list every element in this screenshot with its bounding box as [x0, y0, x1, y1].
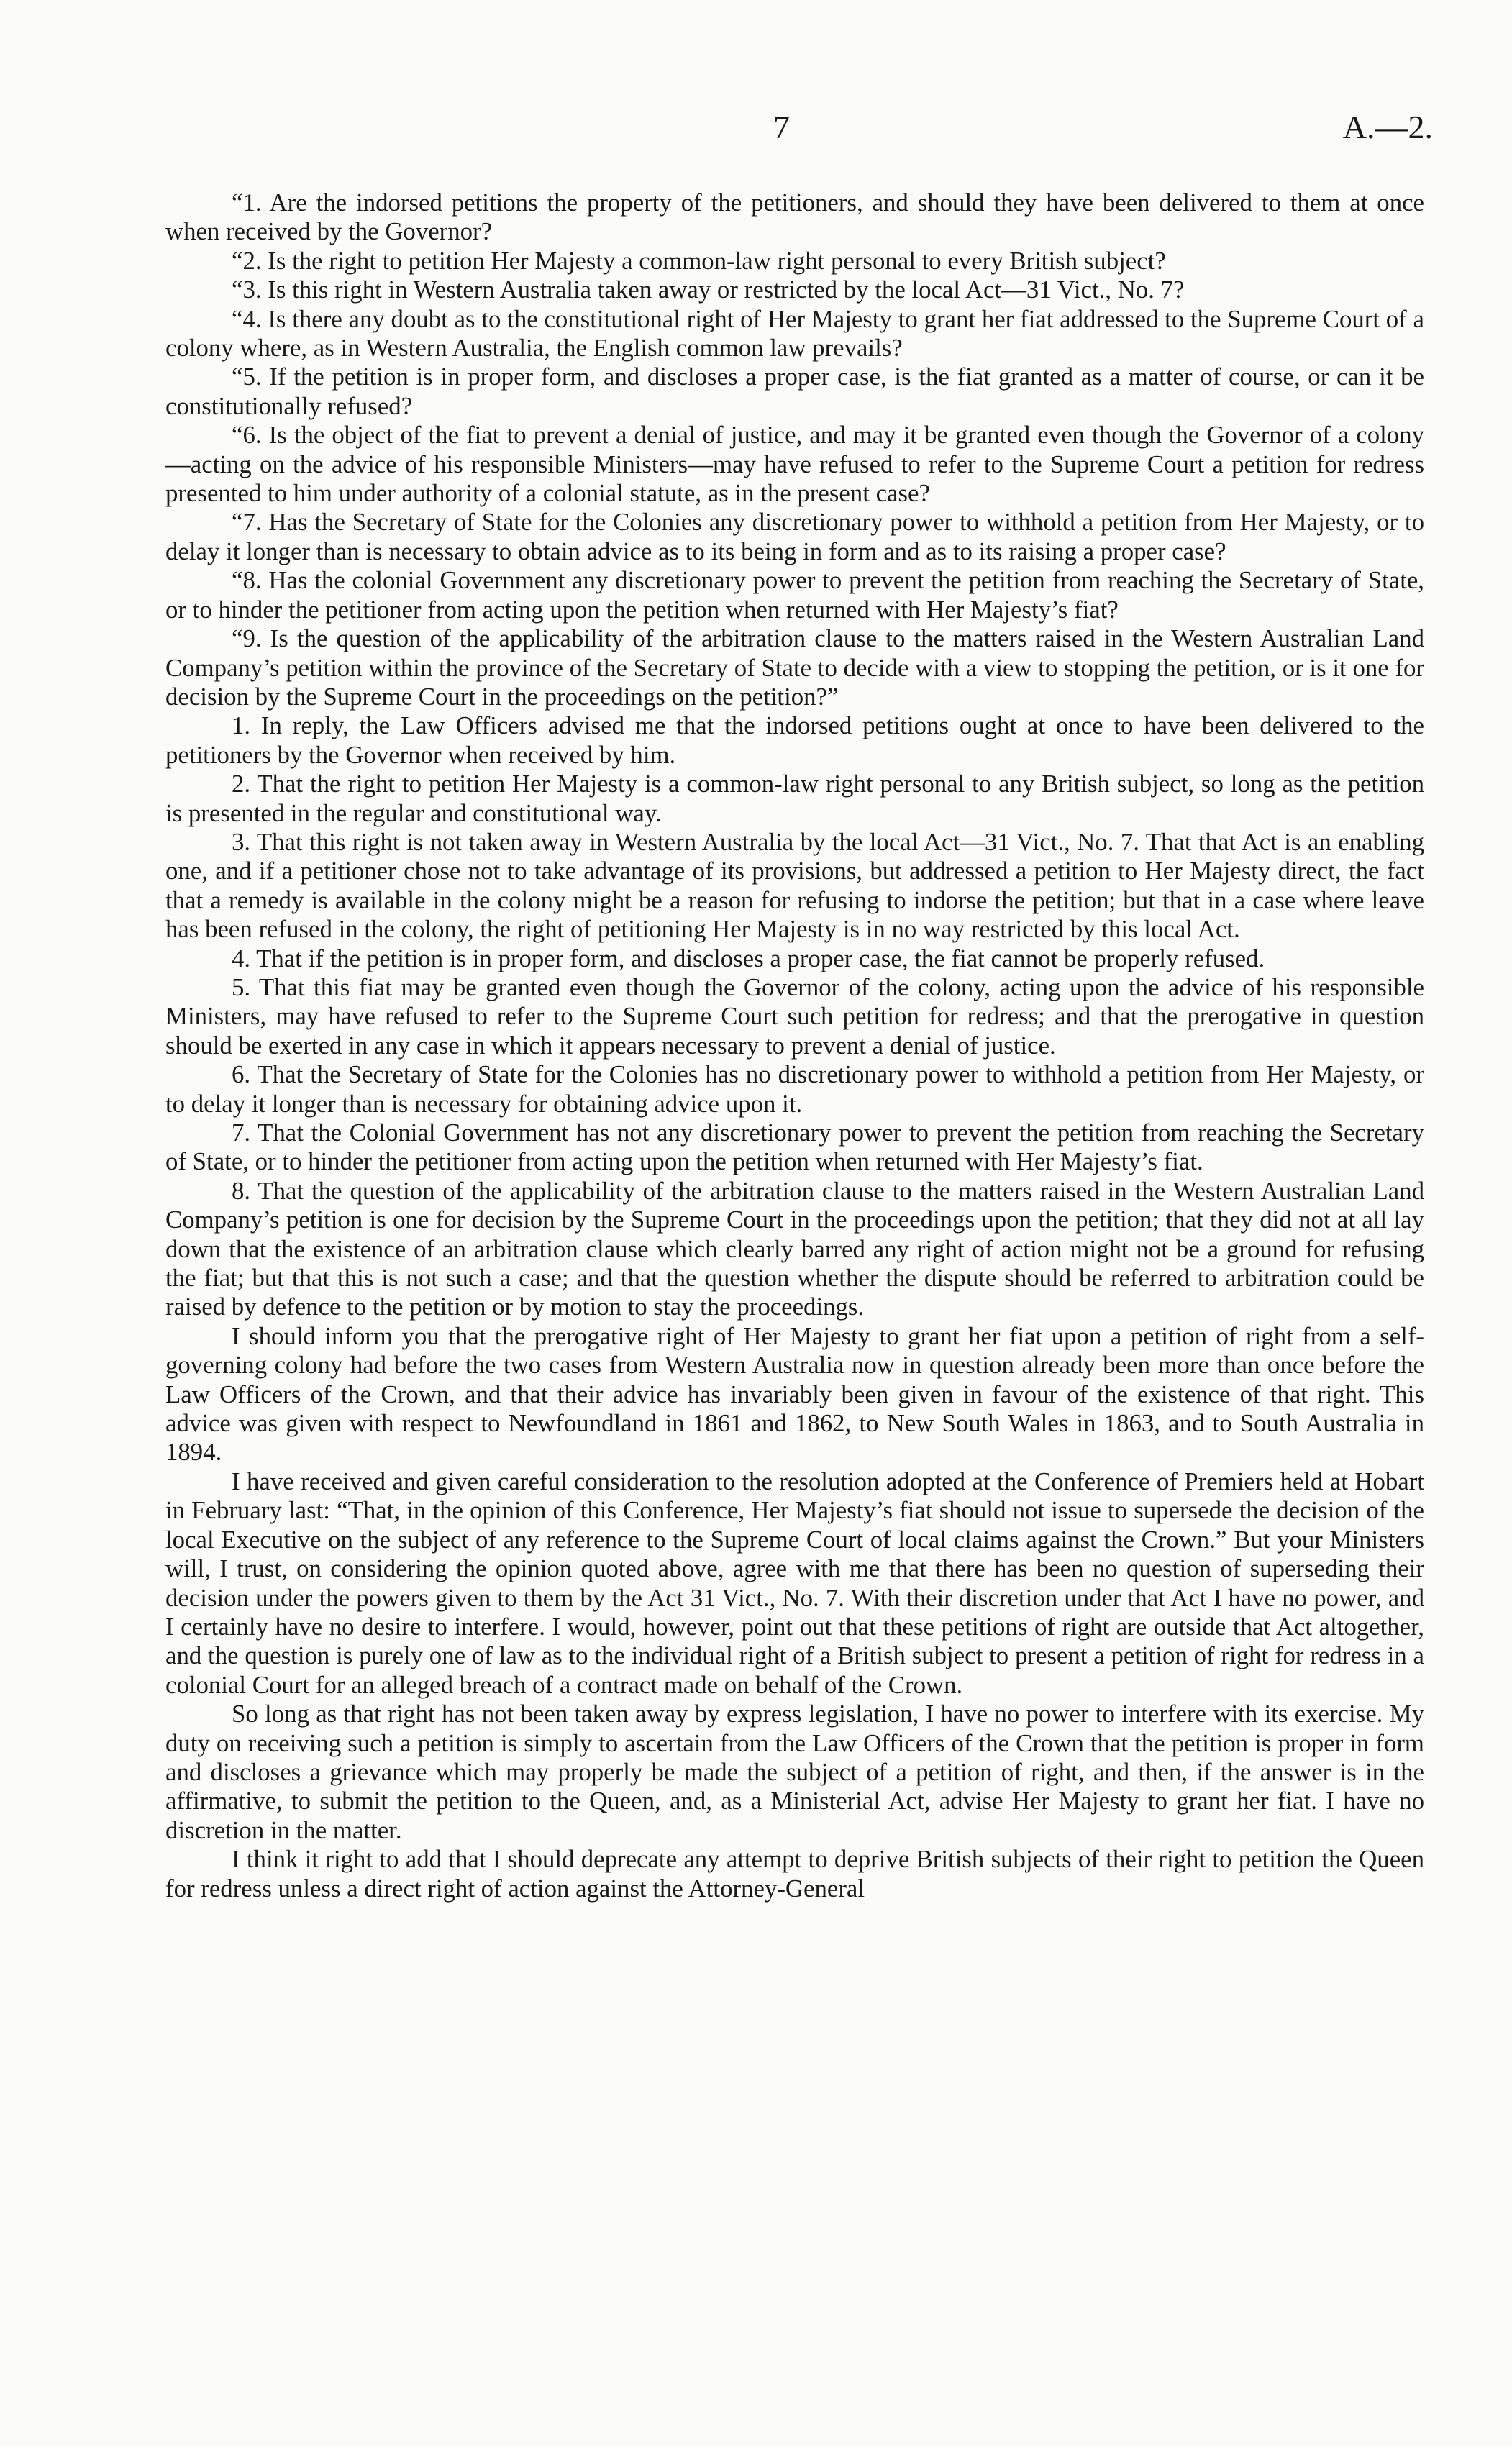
question-paragraph-5: “5. If the petition is in proper form, and discloses a proper case, is the fiat granted as a matter of course, or can it be constitutionally refused?: [165, 363, 1424, 420]
question-paragraph-3: “3. Is this right in Western Australia taken away or restricted by the local Act—31 Vict., No. 7?: [232, 275, 1185, 304]
question-paragraph-2: “2. Is the right to petition Her Majesty a common-law right personal to every British subject?: [232, 246, 1166, 275]
answer-paragraph-6: 6. That the Secretary of State for the Colonies has no discretionary power to withhold a petition from Her Majesty, or to delay it longer than is necessary for obtaining advice upon it.: [165, 1060, 1424, 1118]
answer-paragraph-8: 8. That the question of the applicability of the arbitration clause to the matters raised in the Western Australian Land Company’s petition is one for decision by the Supreme Court in the proceedings upon the petition; that they did not at all lay down that the existence of an arbitration clause which clearly barred any right of action might not be a ground for refusing the fiat; but that this is not such a case; and that the question whether the dispute should be referred to arbitration could be raised by defence to the petition or by motion to stay the proceedings.: [165, 1176, 1424, 1321]
body-paragraph-closing: I think it right to add that I should deprecate any attempt to deprive British subjects of their right to petition the Queen for redress unless a direct right of action against the Attorney-General: [165, 1845, 1424, 1903]
answer-paragraph-3: 3. That this right is not taken away in Western Australia by the local Act—31 Vict., No. 7. That that Act is an enabling one, and if a petitioner chose not to take advantage of its provisions, but addressed a petition to Her Majesty direct, the fact that a remedy is available in the colony might be a reason for refusing to indorse the petition; but that in a case where leave has been refused in the colony, the right of petitioning Her Majesty is in no way restricted by this local Act.: [165, 827, 1424, 944]
answer-paragraph-7: 7. That the Colonial Government has not any discretionary power to prevent the petition from reaching the Secretary of State, or to hinder the petitioner from acting upon the petition when returned with Her Majesty’s fiat.: [165, 1118, 1424, 1176]
answer-paragraph-1: 1. In reply, the Law Officers advised me that the indorsed petitions ought at once to have been delivered to the petitioners by the Governor when received by him.: [165, 711, 1424, 769]
page-header: [0, 108, 1512, 151]
question-paragraph-1: “1. Are the indorsed petitions the property of the petitioners, and should they have been delivered to them at once when received by the Governor?: [165, 188, 1424, 246]
document-body: [165, 188, 1424, 1903]
question-paragraph-9: “9. Is the question of the applicability of the arbitration clause to the matters raised in the Western Australian Land Company’s petition within the province of the Secretary of State to decide with a view to stopping the petition, or is it one for decision by the Supreme Court in the proceedings on the petition?”: [165, 624, 1424, 711]
question-paragraph-4: “4. Is there any doubt as to the constitutional right of Her Majesty to grant her fiat addressed to the Supreme Court of a colony where, as in Western Australia, the English common law prevails?: [165, 304, 1424, 363]
page-number: 7: [773, 109, 790, 145]
document-reference: A.—2.: [1342, 109, 1433, 145]
body-paragraph-precedents: I should inform you that the prerogative right of Her Majesty to grant her fiat upon a petition of right from a self-governing colony had before the two cases from Western Australia now in question already been more than once before the Law Officers of the Crown, and that their advice has invariably been given in favour of the existence of that right. This advice was given with respect to Newfoundland in 1861 and 1862, to New South Wales in 1863, and to South Australia in 1894.: [165, 1321, 1424, 1467]
question-paragraph-7: “7. Has the Secretary of State for the Colonies any discretionary power to withhold a petition from Her Majesty, or to delay it longer than is necessary to obtain advice as to its being in form and as to its raising a proper case?: [165, 508, 1424, 565]
answer-paragraph-5: 5. That this fiat may be granted even though the Governor of the colony, acting upon the advice of his responsible Ministers, may have refused to refer to the Supreme Court such petition for redress; and that the prerogative in question should be exerted in any case in which it appears necessary to prevent a denial of justice.: [165, 972, 1424, 1060]
body-paragraph-duty: So long as that right has not been taken away by express legislation, I have no power to interfere with its exercise. My duty on receiving such a petition is simply to ascertain from the Law Officers of the Crown that the petition is proper in form and discloses a grievance which may properly be made the subject of a petition of right, and then, if the answer is in the affirmative, to submit the petition to the Queen, and, as a Ministerial Act, advise Her Majesty to grant her fiat. I have no discretion in the matter.: [165, 1700, 1424, 1844]
question-paragraph-6: “6. Is the object of the fiat to prevent a denial of justice, and may it be granted even though the Governor of a colony—acting on the advice of his responsible Ministers—may have refused to refer to the Supreme Court a petition for redress presented to him under authority of a colonial statute, as in the present case?: [165, 421, 1424, 508]
question-paragraph-8: “8. Has the colonial Government any discretionary power to prevent the petition from reaching the Secretary of State, or to hinder the petitioner from acting upon the petition when returned with Her Majesty’s fiat?: [165, 566, 1424, 624]
answer-paragraph-4: 4. That if the petition is in proper form, and discloses a proper case, the fiat cannot be properly refused.: [232, 944, 1265, 972]
body-paragraph-conference: I have received and given careful consideration to the resolution adopted at the Conference of Premiers held at Hobart in February last: “That, in the opinion of this Conference, Her Majesty’s fiat should not issue to supersede the decision of the local Executive on the subject of any reference to the Supreme Court of local claims against the Crown.” But your Ministers will, I trust, on considering the opinion quoted above, agree with me that there has been no question of superseding their decision under the powers given to them by the Act 31 Vict., No. 7. With their discretion under that Act I have no power, and I certainly have no desire to interfere. I would, however, point out that these petitions of right are outside that Act altogether, and the question is purely one of law as to the individual right of a British subject to present a petition of right for redress in a colonial Court for an alleged breach of a contract made on behalf of the Crown.: [165, 1467, 1424, 1699]
answer-paragraph-2: 2. That the right to petition Her Majesty is a common-law right personal to any British subject, so long as the petition is presented in the regular and constitutional way.: [165, 770, 1424, 827]
